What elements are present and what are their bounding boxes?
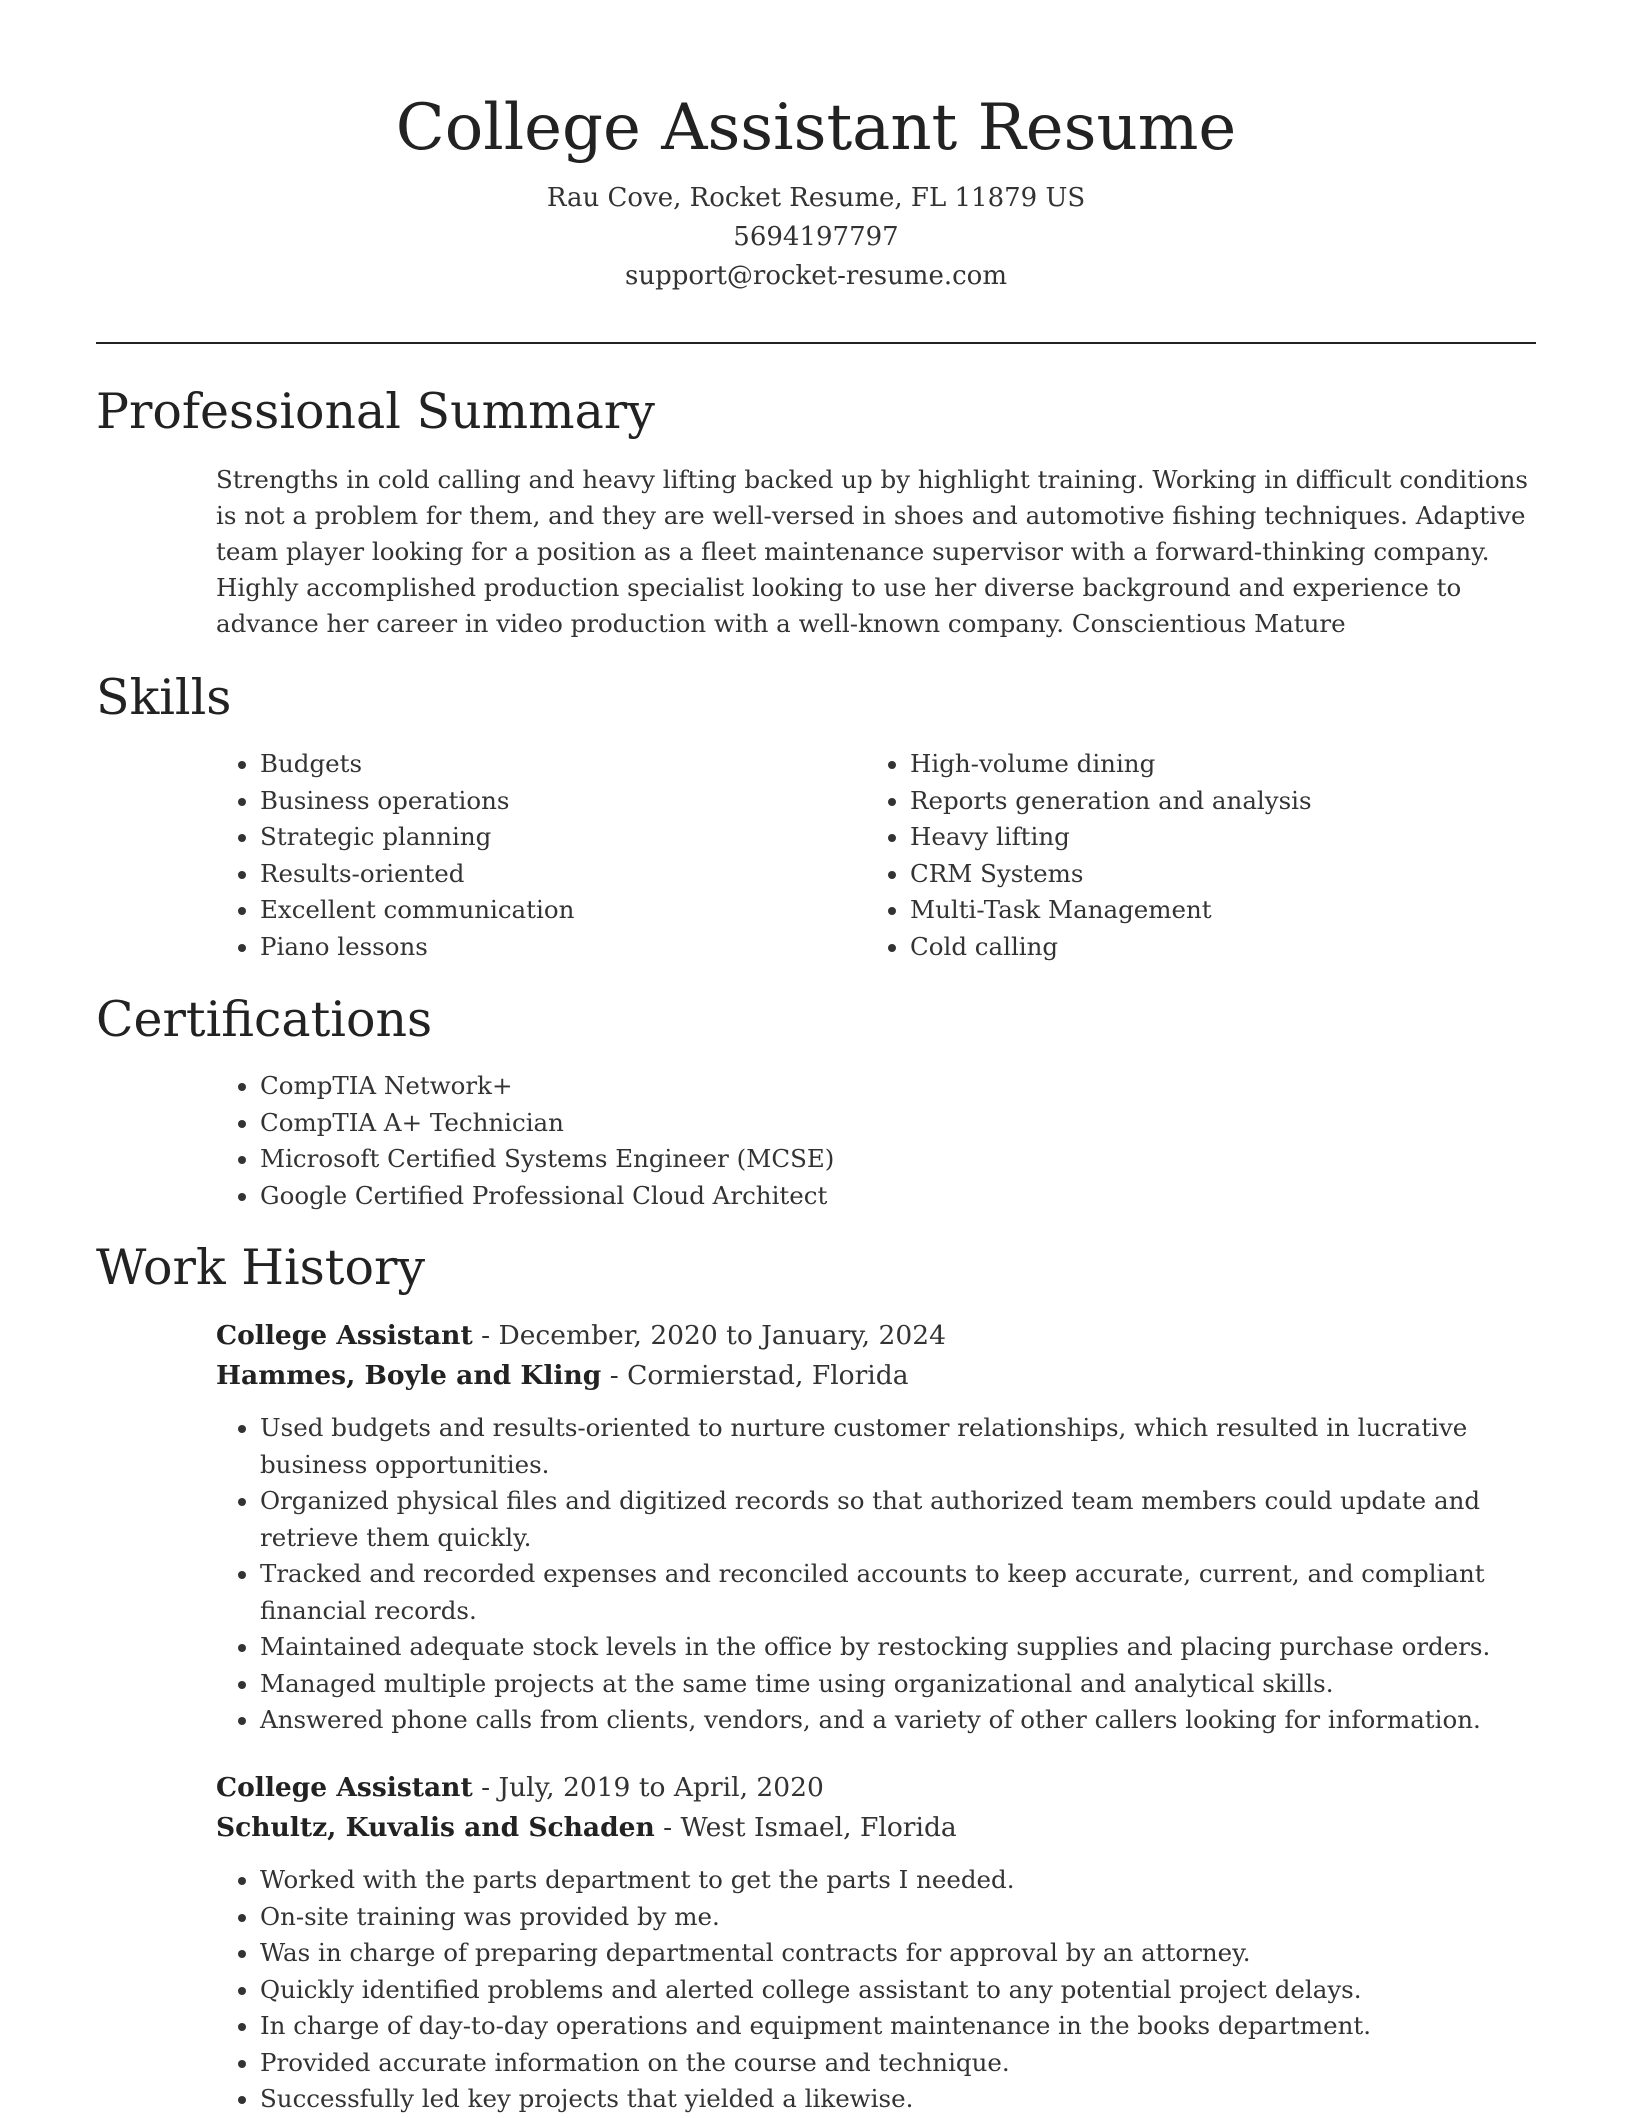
- page-title: College Assistant Resume: [395, 91, 1237, 165]
- summary-text: Strengths in cold calling and heavy lifting backed up by highlight training. Working in difficult conditions is not a problem for them, and they are well-versed in shoes and automotive fishing techniques. Adaptive team player looking for a position as a fleet maintenance supervisor with a forward-thinking company. Highly accomplished production specialist looking to use her diverse background and experience to advance her career in video production with a well-known company. Conscientious Mature: [216, 465, 1528, 638]
- job-company-line: [216, 1356, 909, 1396]
- job-location: - West Ismael, Florida: [654, 1812, 957, 1843]
- list-item: • CompTIA Network+: [260, 1068, 1560, 1105]
- certifications-list: [216, 1068, 1560, 1214]
- list-item: • Heavy lifting: [910, 819, 1570, 856]
- skills-heading: Skills: [96, 669, 232, 726]
- list-item: • Budgets: [260, 746, 840, 783]
- contact-email: support@rocket-resume.com: [624, 261, 1007, 291]
- list-item: • Microsoft Certified Systems Engineer (MCSE): [260, 1141, 1560, 1178]
- list-item: • Cold calling: [910, 929, 1570, 966]
- contact-phone: 5694197797: [733, 222, 899, 252]
- certifications-heading: Certifications: [96, 991, 433, 1048]
- skills-list-right: [866, 746, 1570, 965]
- job-bullets: [216, 1862, 1580, 2118]
- list-item: • Multi-Task Management: [910, 892, 1570, 929]
- summary-heading: Professional Summary: [96, 383, 655, 440]
- list-item: • On-site training was provided by me.: [260, 1899, 1580, 1936]
- job-company: Hammes, Boyle and Kling: [216, 1360, 602, 1391]
- header-divider: [96, 342, 1536, 344]
- list-item: • Worked with the parts department to get the parts I needed.: [260, 1862, 1580, 1899]
- job-bullets: [216, 1410, 1580, 1739]
- list-item: • High-volume dining: [910, 746, 1570, 783]
- list-item: • Google Certified Professional Cloud Architect: [260, 1178, 1560, 1215]
- list-item: • Business operations: [260, 783, 840, 820]
- list-item: • Quickly identified problems and alerted college assistant to any potential project delays.: [260, 1972, 1580, 2009]
- list-item: • Answered phone calls from clients, vendors, and a variety of other callers looking for information.: [260, 1702, 1580, 1739]
- job-dates: - December, 2020 to January, 2024: [472, 1320, 946, 1351]
- list-item: • Provided accurate information on the course and technique.: [260, 2045, 1580, 2082]
- list-item: • CompTIA A+ Technician: [260, 1105, 1560, 1142]
- job-company-line: [216, 1808, 957, 1848]
- contact-address: Rau Cove, Rocket Resume, FL 11879 US: [546, 183, 1086, 213]
- work-history-heading: Work History: [96, 1239, 426, 1296]
- job-title: College Assistant: [216, 1772, 473, 1803]
- job-company: Schultz, Kuvalis and Schaden: [216, 1812, 655, 1843]
- job-title-line: [216, 1768, 824, 1808]
- list-item: • Managed multiple projects at the same time using organizational and analytical skills.: [260, 1666, 1580, 1703]
- resume-header: [96, 80, 1536, 296]
- list-item: • CRM Systems: [910, 856, 1570, 893]
- list-item: • Strategic planning: [260, 819, 840, 856]
- list-item: • Piano lessons: [260, 929, 840, 966]
- job-location: - Cormierstad, Florida: [601, 1360, 909, 1391]
- job-title: College Assistant: [216, 1320, 473, 1351]
- list-item: • Maintained adequate stock levels in the office by restocking supplies and placing purchase orders.: [260, 1629, 1580, 1666]
- job-dates: - July, 2019 to April, 2020: [472, 1772, 824, 1803]
- list-item: • Reports generation and analysis: [910, 783, 1570, 820]
- list-item: • Organized physical files and digitized records so that authorized team members could update and retrieve them quickly.: [260, 1483, 1580, 1556]
- list-item: • In charge of day-to-day operations and equipment maintenance in the books department.: [260, 2008, 1580, 2045]
- list-item: • Results-oriented: [260, 856, 840, 893]
- list-item: • Successfully led key projects that yielded a likewise.: [260, 2081, 1580, 2118]
- list-item: • Excellent communication: [260, 892, 840, 929]
- skills-list-left: [216, 746, 840, 965]
- job-title-line: [216, 1316, 946, 1356]
- list-item: • Tracked and recorded expenses and reconciled accounts to keep accurate, current, and compliant financial records.: [260, 1556, 1580, 1629]
- list-item: • Used budgets and results-oriented to nurture customer relationships, which resulted in lucrative business opportunities.: [260, 1410, 1580, 1483]
- list-item: • Was in charge of preparing departmental contracts for approval by an attorney.: [260, 1935, 1580, 1972]
